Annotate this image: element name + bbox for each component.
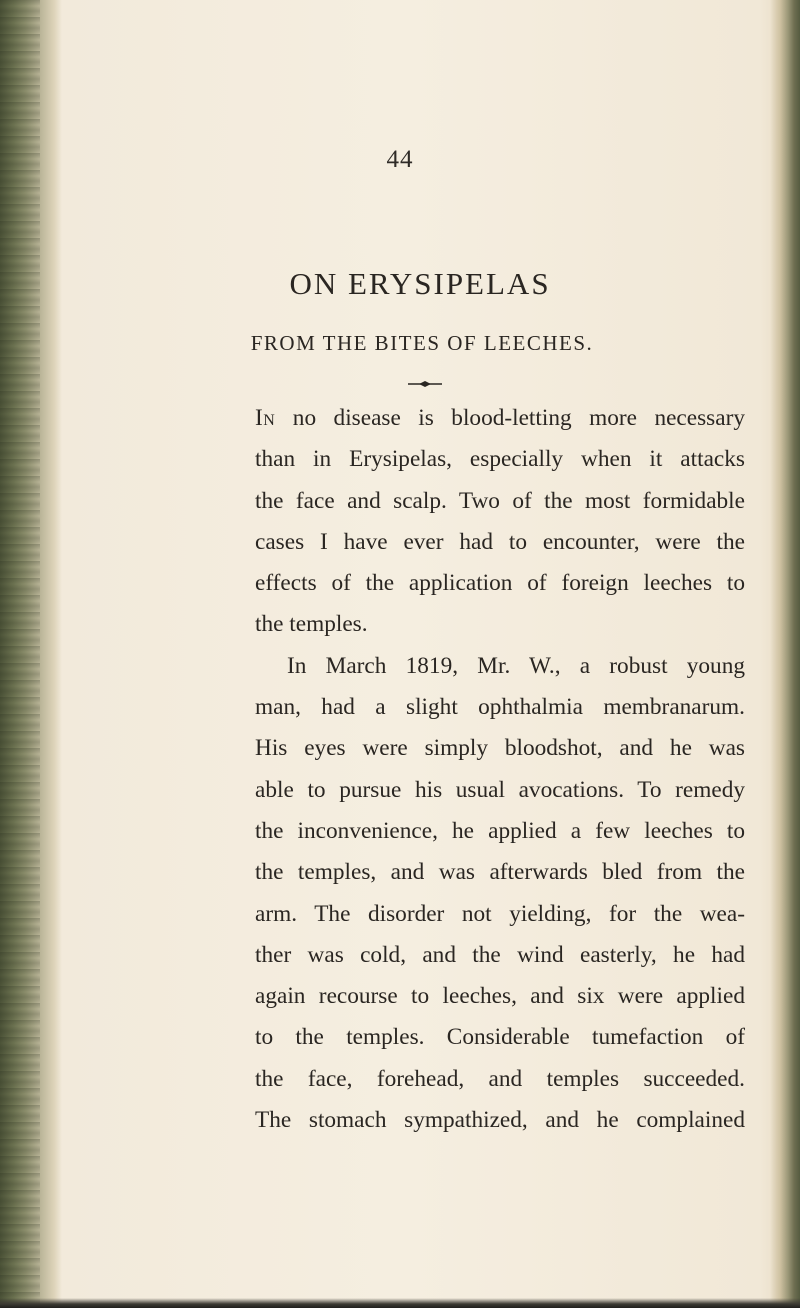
text-line: His eyes were simply bloodshot, and he was	[255, 735, 745, 762]
chapter-title: ON ERYSIPELAS	[289, 266, 551, 301]
text-line: the inconvenience, he applied a few leeches to	[255, 817, 745, 844]
text-line: to the temples. Considerable tumefaction of	[255, 1024, 745, 1051]
chapter-subtitle: FROM THE BITES OF LEECHES.	[250, 331, 594, 355]
text-line: In March 1819, Mr. W., a robust young	[287, 652, 745, 679]
text-line: able to pursue his usual avocations. To remedy	[255, 776, 745, 803]
page-bottom-edge	[0, 1298, 800, 1308]
text-line-rest: no disease is blood-letting more necessary	[275, 405, 745, 431]
page-gutter-shadow	[0, 0, 40, 1308]
body-text	[255, 398, 745, 1141]
text-line	[255, 398, 745, 439]
paragraph-2	[255, 646, 745, 1142]
text-line: again recourse to leeches, and six were applied	[255, 983, 745, 1010]
text-line: the face and scalp. Two of the most formidable	[255, 487, 745, 514]
paragraph-lead-word: In	[255, 405, 276, 431]
text-line: than in Erysipelas, especially when it attacks	[255, 446, 745, 473]
text-line: ther was cold, and the wind easterly, he had	[255, 941, 745, 968]
text-line: the temples.	[255, 611, 368, 638]
text-line: effects of the application of foreign leeches to	[255, 570, 745, 597]
text-line: the temples, and was afterwards bled from the	[255, 859, 745, 886]
text-line: the face, forehead, and temples succeeded.	[255, 1065, 745, 1092]
text-line: arm. The disorder not yielding, for the wea-	[255, 900, 745, 927]
text-line: The stomach sympathized, and he complained	[255, 1107, 745, 1134]
section-divider-ornament	[408, 380, 442, 388]
text-line: man, had a slight ophthalmia membranarum.	[255, 694, 745, 721]
page-right-edge	[770, 0, 800, 1308]
page-number: 44	[386, 146, 414, 173]
paragraph-1	[255, 398, 745, 646]
text-line: cases I have ever had to encounter, were the	[255, 528, 745, 555]
